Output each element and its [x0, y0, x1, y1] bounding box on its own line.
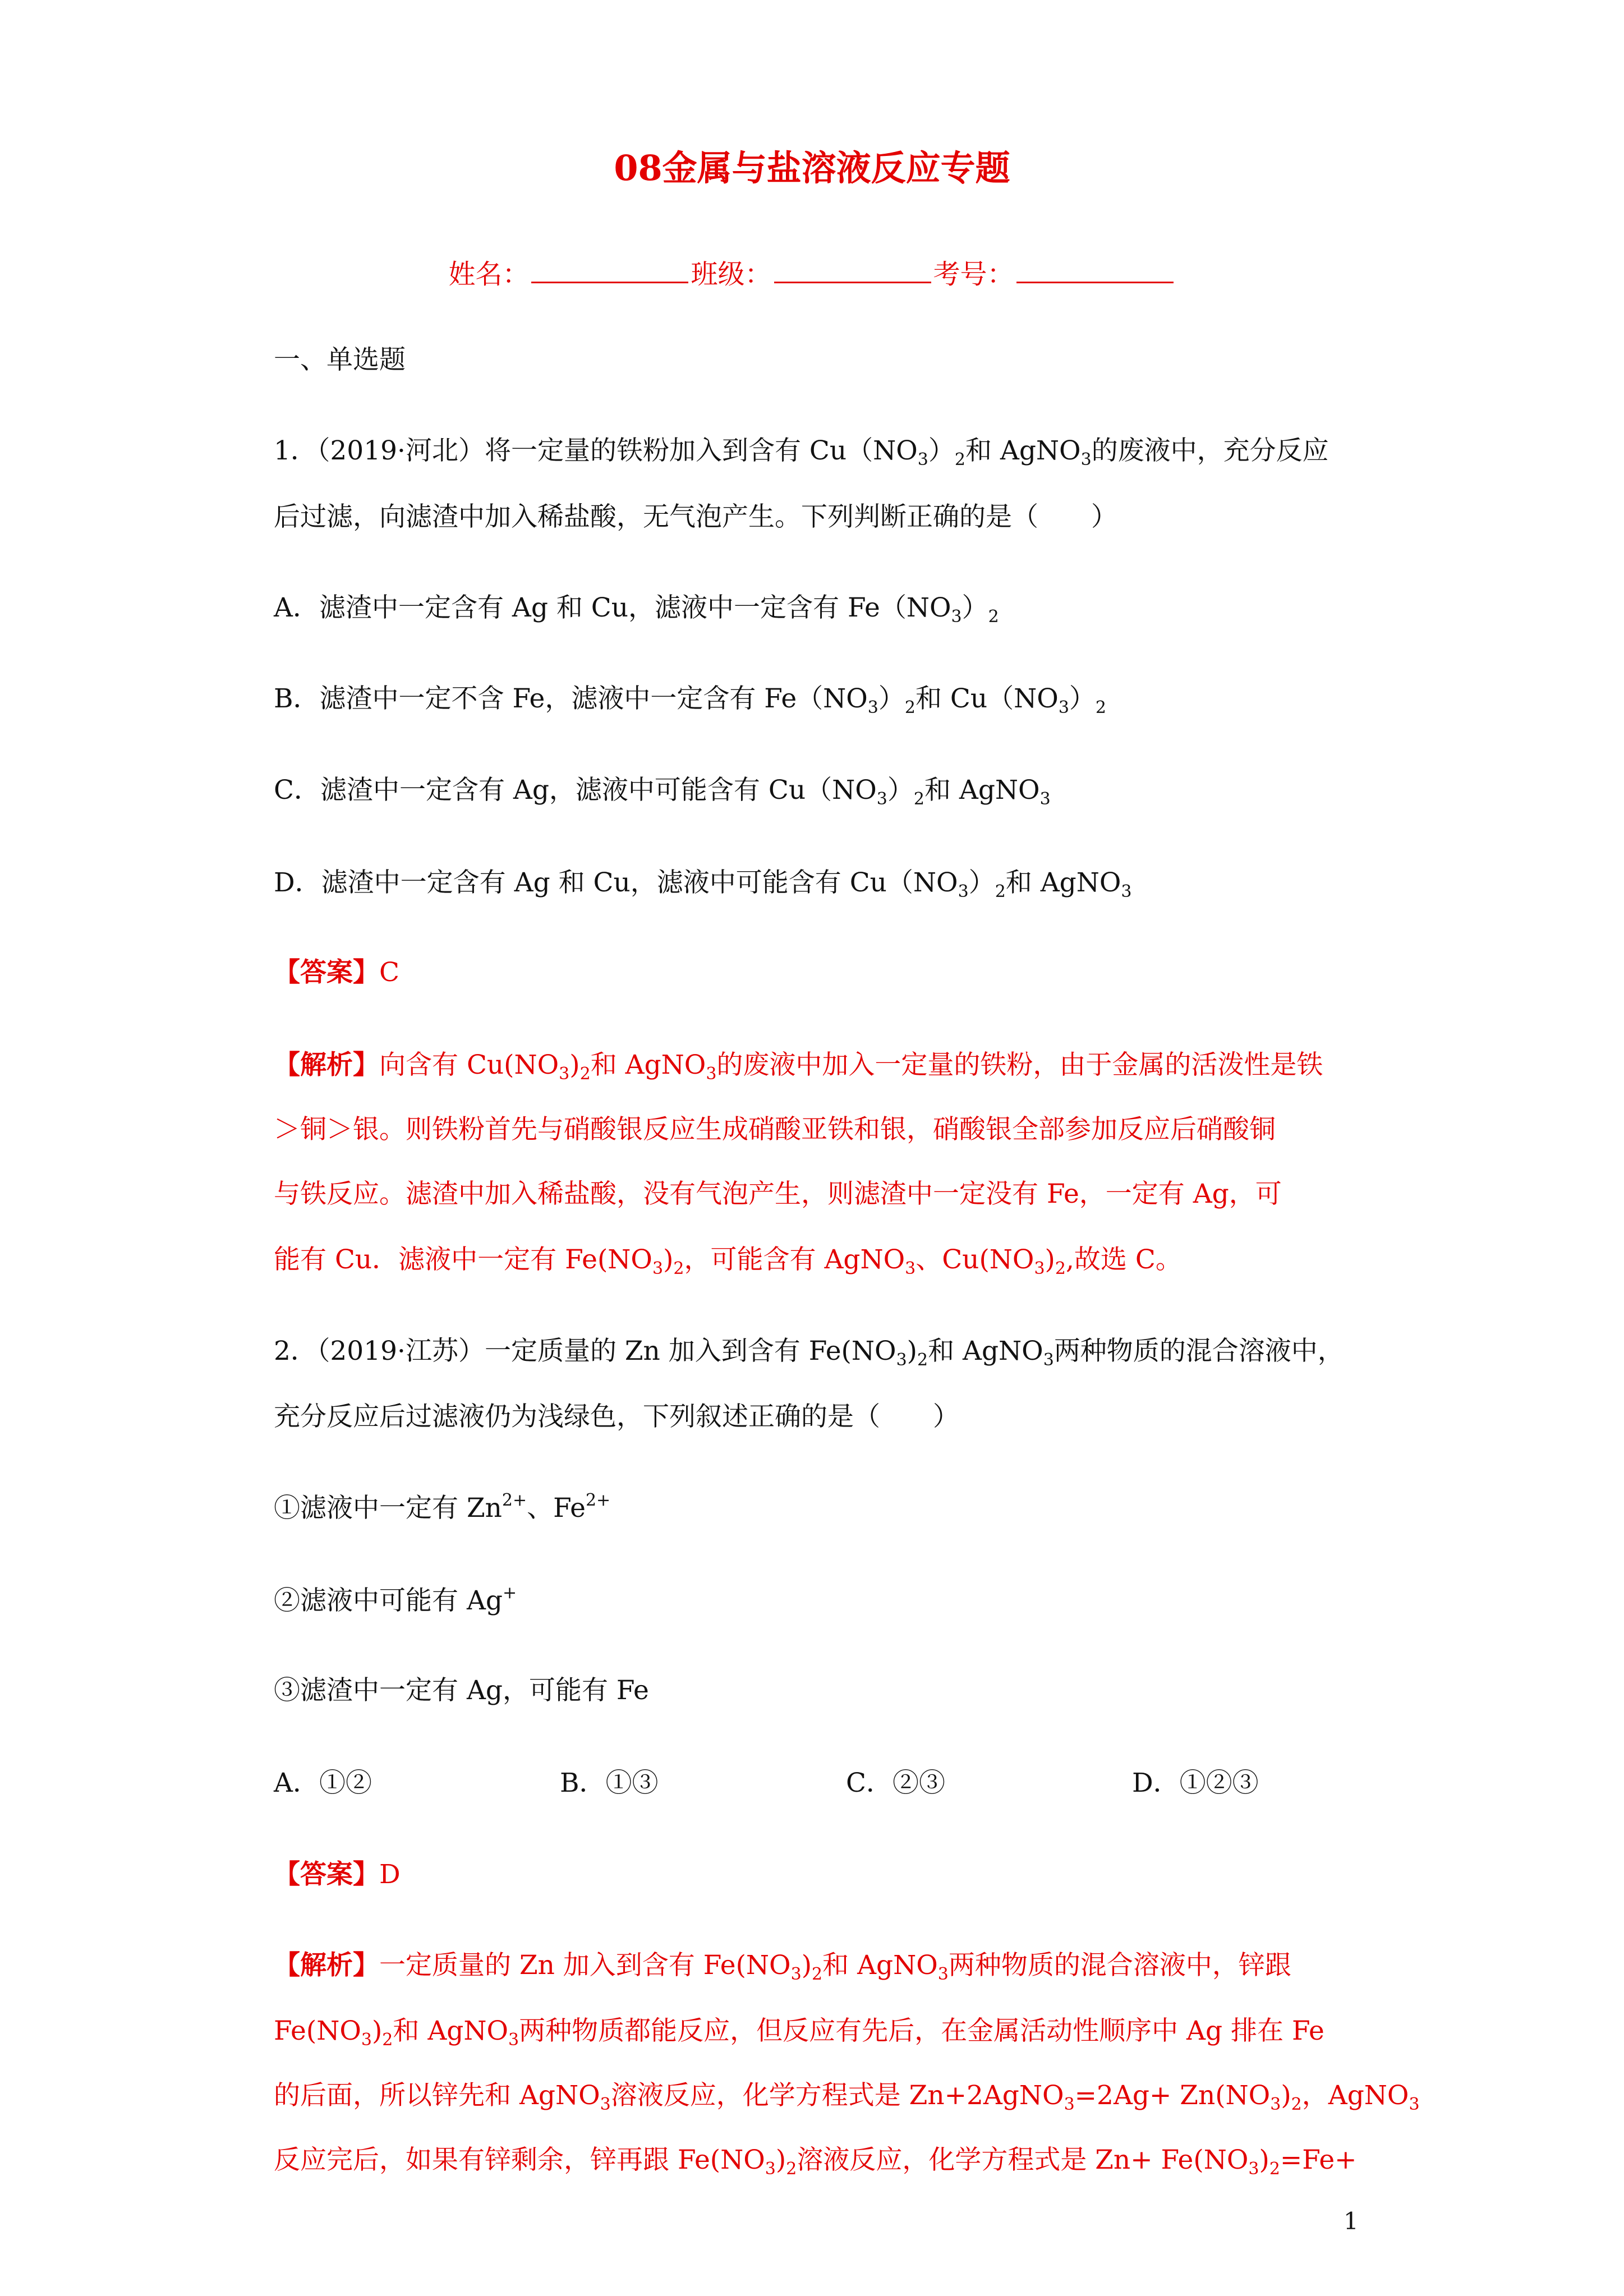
exam-number-blank[interactable]	[1016, 257, 1174, 283]
q2-analysis-line3: 的后面，所以锌先和 AgNO$_3$溶液反应，化学方程式是 Zn+2AgNO$_3$=2Ag+ $Zn(NO_3)_2$，AgNO$_3$	[274, 2080, 1420, 2114]
q2-statement-1: ①滤液中一定有 $Zn^{2+}$、$Fe^{2+}$	[274, 1490, 611, 1524]
q1-answer: 【答案】C	[274, 957, 399, 988]
q1-option-a[interactable]: A．滤渣中一定含有 Ag 和 Cu，滤液中一定含有 $Fe(NO_3)_2$	[274, 592, 999, 627]
class-label: 班级：	[691, 259, 772, 290]
exam-label: 考号：	[933, 259, 1014, 290]
q2-statement-2: ②滤液中可能有 Ag+	[274, 1583, 517, 1616]
student-info-line	[0, 252, 1624, 291]
q2-stem-line2: 充分反应后过滤液仍为浅绿色，下列叙述正确的是（ ）	[274, 1401, 959, 1432]
q1-stem-line2: 后过滤，向滤渣中加入稀盐酸，无气泡产生。下列判断正确的是（ ）	[274, 501, 1117, 532]
q2-analysis-line1: 【解析】一定质量的 Zn 加入到含有 $Fe(NO_3)_2$和 AgNO$_3$两种物质的混合溶液中，锌跟	[274, 1950, 1291, 1984]
q1-analysis-line2: ＞铜＞银。则铁粉首先与硝酸银反应生成硝酸亚铁和银，硝酸银全部参加反应后硝酸铜	[274, 1114, 1276, 1145]
q1-stem-line1: 1．（2019·河北）将一定量的铁粉加入到含有 $Cu(NO_3)_2$和 AgNO$_3$的废液中，充分反应	[274, 435, 1329, 470]
section-heading: 一、单选题	[274, 344, 406, 375]
q2-option-a[interactable]: A．①②	[274, 1768, 372, 1798]
q1-option-c[interactable]: C．滤渣中一定含有 Ag，滤液中可能含有 $Cu(NO_3)_2$和 AgNO$_3$	[274, 775, 1051, 809]
q2-option-d[interactable]: D．①②③	[1132, 1768, 1259, 1798]
q2-analysis-line4: 反应完后，如果有锌剩余，锌再跟 $Fe(NO_3)_2$溶液反应，化学方程式是 $Zn+ Fe(NO_3)_2=Fe+$	[274, 2145, 1357, 2179]
page-title: 08金属与盐溶液反应专题	[614, 148, 1010, 188]
name-label: 姓名：	[448, 259, 530, 290]
q1-analysis-line4: 能有 Cu．滤液中一定有 $Fe(NO_3)_2$，可能含有 AgNO$_3$、$Cu(NO_3)_2$,故选 C。	[274, 1244, 1182, 1278]
q1-analysis-line3: 与铁反应。滤渣中加入稀盐酸，没有气泡产生，则滤渣中一定没有 Fe，一定有 Ag，可	[274, 1179, 1282, 1209]
q2-option-c[interactable]: C．②③	[846, 1768, 945, 1798]
q2-options	[274, 1770, 1259, 1796]
page-number: 1	[1344, 2207, 1359, 2235]
q2-analysis-line2: $Fe(NO_3)_2$和 AgNO$_3$两种物质都能反应，但反应有先后，在金属活动性顺序中 Ag 排在 Fe	[274, 2016, 1324, 2050]
class-blank[interactable]	[774, 257, 931, 283]
q1-option-b[interactable]: B．滤渣中一定不含 Fe，滤液中一定含有 $Fe(NO_3)_2$和 $Cu(NO_3)_2$	[274, 683, 1106, 717]
q1-option-d[interactable]: D．滤渣中一定含有 Ag 和 Cu，滤液中可能含有 $Cu(NO_3)_2$和 AgNO$_3$	[274, 867, 1132, 901]
q2-answer: 【答案】D	[274, 1859, 401, 1890]
q2-statement-3: ③滤渣中一定有 Ag，可能有 Fe	[274, 1675, 649, 1706]
q2-option-b[interactable]: B．①③	[560, 1768, 659, 1798]
q2-stem-line1: 2．（2019·江苏）一定质量的 Zn 加入到含有 $Fe(NO_3)_2$和 AgNO$_3$两种物质的混合溶液中，	[274, 1336, 1344, 1370]
name-blank[interactable]	[531, 257, 688, 283]
q1-analysis-line1: 【解析】向含有 $Cu(NO_3)_2$和 AgNO$_3$的废液中加入一定量的铁粉，由于金属的活泼性是铁	[274, 1050, 1323, 1084]
